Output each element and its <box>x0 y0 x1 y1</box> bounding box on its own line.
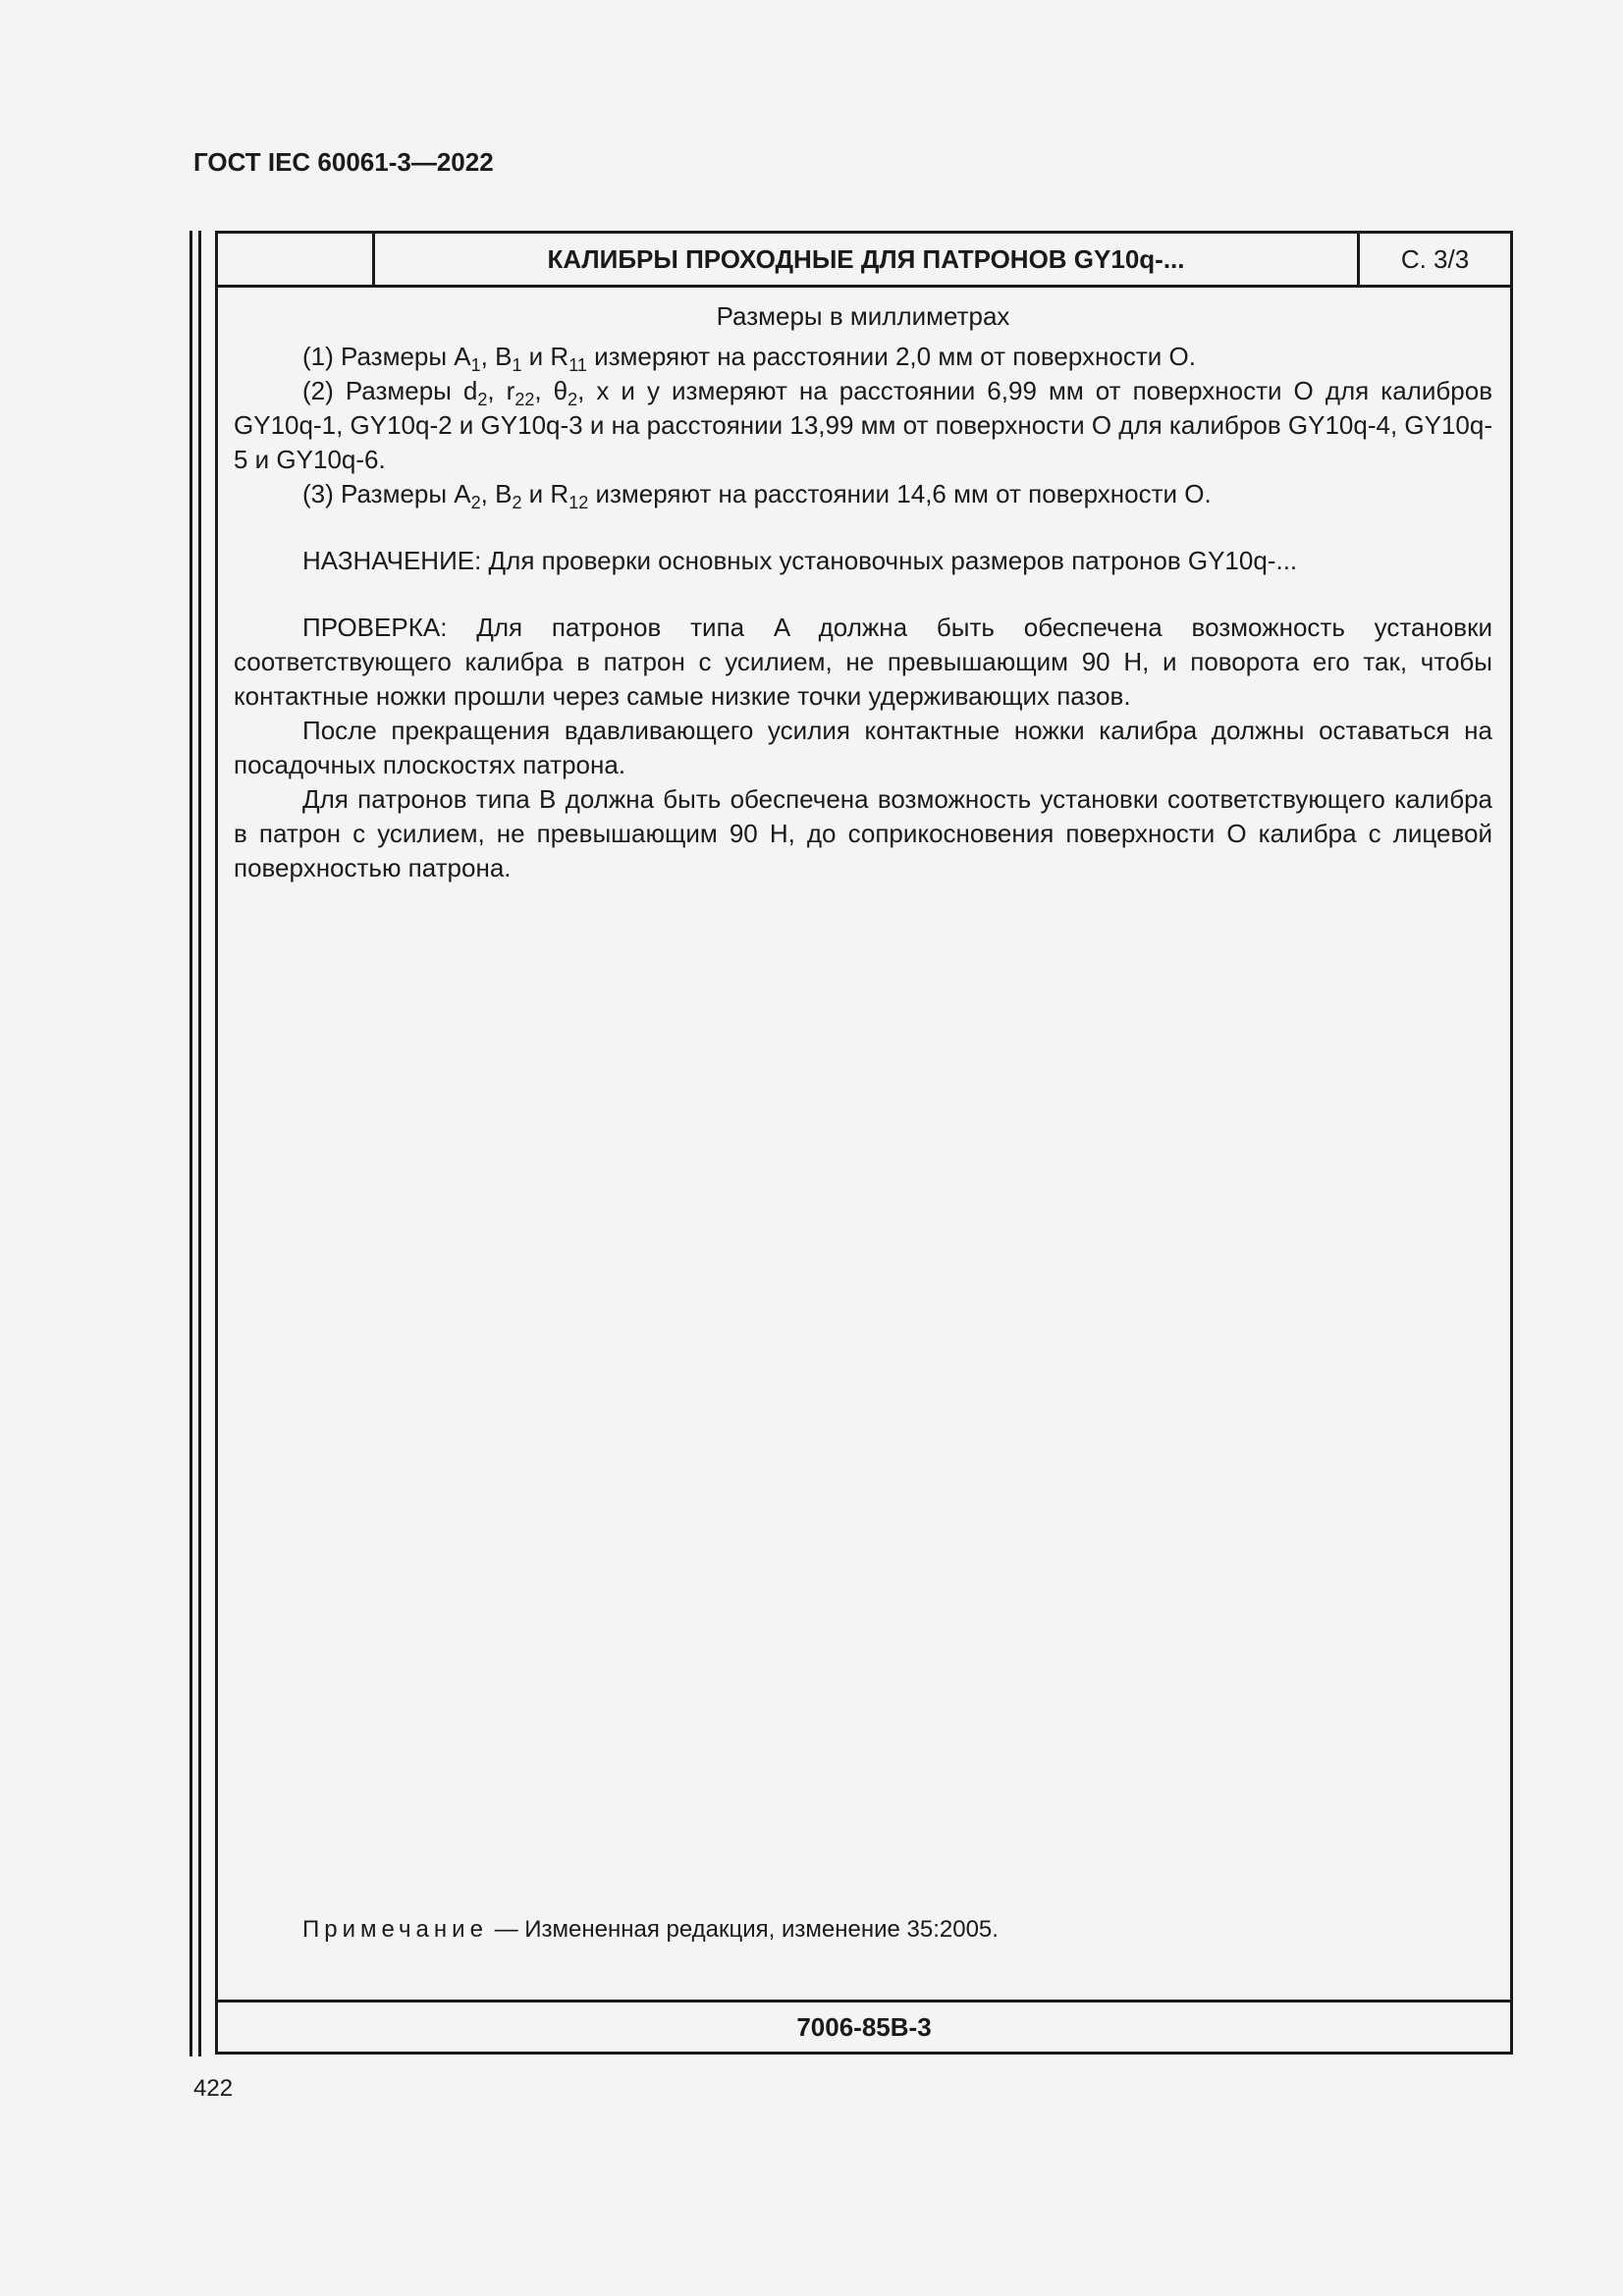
dimension-note-1: (1) Размеры $A_1$, $B_1$ и $R_{11}$ измеряют на расстоянии 2,0 мм от поверхности O. <box>302 342 1196 375</box>
binding-line-outer <box>189 231 192 2056</box>
note-lead: Примечание <box>302 1916 488 1943</box>
check-paragraph-3: Для патронов типа B должна быть обеспечена возможность установки соответствующего калибра в патрон с усилием, не превышающим 90 Н, до соприкосновения поверхности O калибра с лицевой поверхностью патрона. <box>234 784 1492 882</box>
sheet-content <box>234 288 1492 885</box>
page-number: 422 <box>193 2075 234 2102</box>
check-paragraph-1: ПРОВЕРКА: Для патронов типа A должна быть обеспечена возможность установки соответствующего калибра в патрон с усилием, не превышающим 90 Н, и поворота его так, чтобы контактные ножки прошли через самые низкие точки удерживающих пазов. <box>234 613 1492 711</box>
drawing-frame <box>215 231 1513 2055</box>
note-text: — Измененная редакция, изменение 35:2005. <box>487 1916 999 1943</box>
check-paragraph-2: После прекращения вдавливающего усилия контактные ножки калибра должны оставаться на посадочных плоскостях патрона. <box>234 716 1492 779</box>
dimension-note-2: (2) Размеры $d_2$, $r_{22}$, $\theta_2$, x и y измеряют на расстоянии 6,99 мм от поверхности O для калибров GY10q-1, GY10q-2 и GY10q-3 и на расстоянии 13,99 мм от поверхности O для калибров GY10q-4, GY10q-5 и GY10q-6. <box>234 376 1493 474</box>
sheet-code: 7006-85B-3 <box>218 2000 1510 2052</box>
document-standard-code: ГОСТ IEC 60061-3—2022 <box>193 147 494 177</box>
dimension-note-3: (3) Размеры $A_2$, $B_2$ и $R_{12}$ измеряют на расстоянии 14,6 мм от поверхности O. <box>302 479 1212 512</box>
units-note: Размеры в миллиметрах <box>716 301 1010 331</box>
title-block <box>218 234 1510 288</box>
title-block-empty-cell <box>218 234 375 285</box>
sheet-page-indicator: С. 3/3 <box>1400 243 1470 274</box>
purpose-paragraph: НАЗНАЧЕНИЕ: Для проверки основных установочных размеров патронов GY10q-... <box>302 546 1298 575</box>
binding-line-inner <box>198 231 201 2056</box>
sheet-title: КАЛИБРЫ ПРОХОДНЫЕ ДЛЯ ПАТРОНОВ GY10q-... <box>375 234 1360 285</box>
amendment-note <box>302 1916 999 1944</box>
